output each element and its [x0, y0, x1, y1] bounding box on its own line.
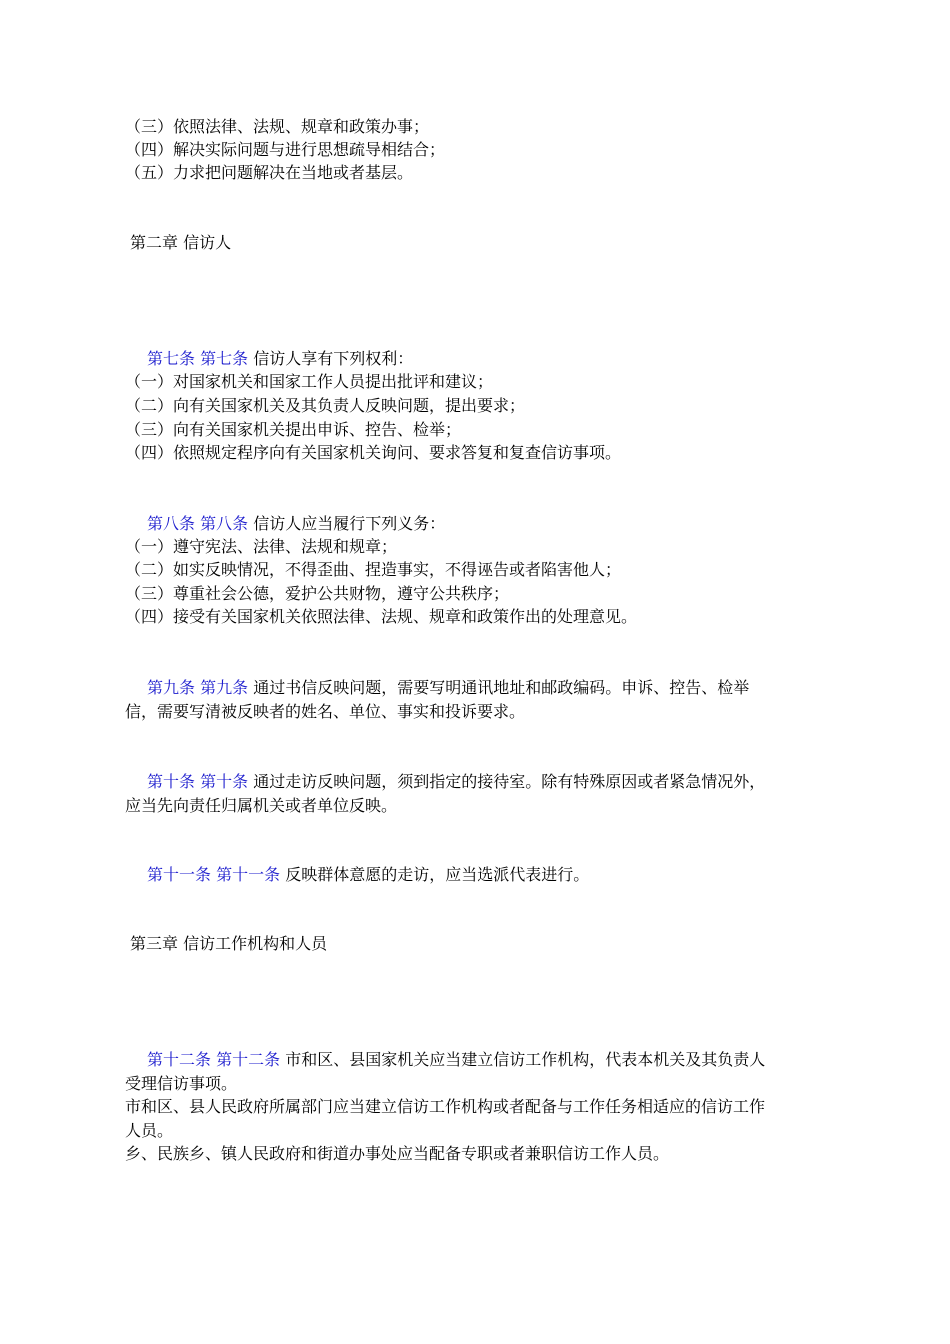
article-8-heading [147, 512, 445, 535]
article-11-text: 反映群体意愿的走访，应当选派代表进行。 [285, 865, 590, 884]
article-12-link-secondary[interactable]: 第十二条 [216, 1050, 281, 1069]
article-11-heading [147, 863, 589, 886]
article-12-link[interactable]: 第十二条 [147, 1050, 212, 1069]
article-11-link[interactable]: 第十一条 [147, 865, 212, 884]
list-item: （二）如实反映情况，不得歪曲、捏造事实，不得诬告或者陷害他人； [125, 560, 622, 579]
list-item: （四）依照规定程序向有关国家机关询问、要求答复和复查信访事项。 [125, 443, 622, 462]
list-item: （四）解决实际问题与进行思想疏导相结合； [125, 140, 446, 159]
list-item: （一）遵守宪法、法律、法规和规章； [125, 537, 398, 556]
article-12-paragraph: 市和区、县人民政府所属部门应当建立信访工作机构或者配备与工作任务相适应的信访工作 [125, 1097, 766, 1116]
article-10-link-secondary[interactable]: 第十条 [200, 772, 249, 791]
list-item: （四）接受有关国家机关依照法律、法规、规章和政策作出的处理意见。 [125, 607, 638, 626]
article-12-paragraph-continuation: 人员。 [125, 1121, 174, 1140]
article-7-heading [147, 347, 413, 370]
article-9-link-secondary[interactable]: 第九条 [200, 678, 249, 697]
article-8-text: 信访人应当履行下列义务： [253, 514, 446, 533]
chapter-title: 第三章 信访工作机构和人员 [130, 934, 328, 953]
list-item: （二）向有关国家机关及其负责人反映问题，提出要求； [125, 396, 526, 415]
article-8-link-secondary[interactable]: 第八条 [200, 514, 249, 533]
article-7-text: 信访人享有下列权利： [253, 349, 414, 368]
article-11-link-secondary[interactable]: 第十一条 [216, 865, 281, 884]
article-9-link[interactable]: 第九条 [147, 678, 196, 697]
article-12-continuation: 受理信访事项。 [125, 1074, 238, 1093]
list-item: （三）依照法律、法规、规章和政策办事； [125, 117, 430, 136]
article-9-text: 通过书信反映问题，需要写明通讯地址和邮政编码。申诉、控告、检举 [253, 678, 750, 697]
article-10-heading [147, 770, 765, 793]
article-10-link[interactable]: 第十条 [147, 772, 196, 791]
article-12-text: 市和区、县国家机关应当建立信访工作机构，代表本机关及其负责人 [285, 1050, 766, 1069]
article-8-link[interactable]: 第八条 [147, 514, 196, 533]
article-9-continuation: 信，需要写清被反映者的姓名、单位、事实和投诉要求。 [125, 702, 526, 721]
list-item: （五）力求把问题解决在当地或者基层。 [125, 163, 414, 182]
article-10-continuation: 应当先向责任归属机关或者单位反映。 [125, 796, 398, 815]
article-7-link[interactable]: 第七条 [147, 349, 196, 368]
article-12-paragraph: 乡、民族乡、镇人民政府和街道办事处应当配备专职或者兼职信访工作人员。 [125, 1144, 670, 1163]
article-7-link-secondary[interactable]: 第七条 [200, 349, 249, 368]
list-item: （一）对国家机关和国家工作人员提出批评和建议； [125, 372, 494, 391]
list-item: （三）向有关国家机关提出申诉、控告、检举； [125, 420, 462, 439]
article-9-heading [147, 676, 749, 699]
article-10-text: 通过走访反映问题，须到指定的接待室。除有特殊原因或者紧急情况外， [253, 772, 766, 791]
article-12-heading [147, 1048, 765, 1071]
chapter-title: 第二章 信访人 [130, 233, 232, 252]
list-item: （三）尊重社会公德，爱护公共财物，遵守公共秩序； [125, 584, 510, 603]
